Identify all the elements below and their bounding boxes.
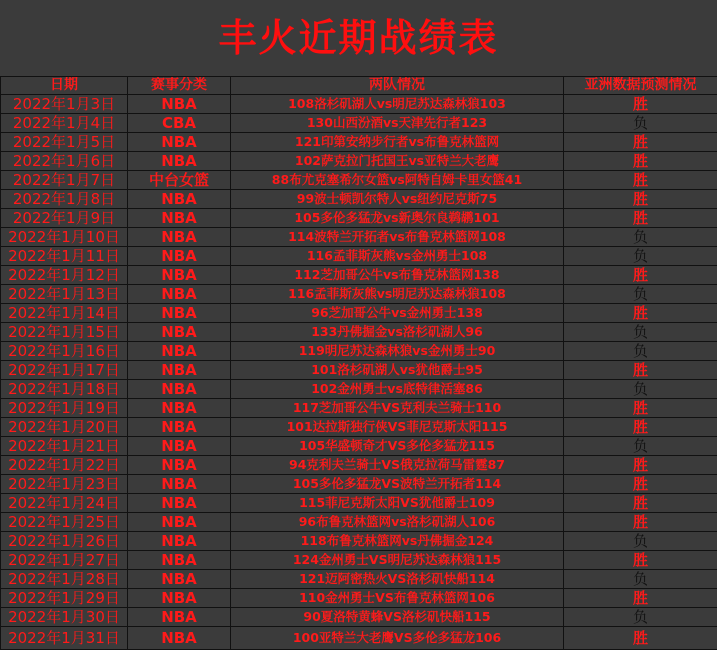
league-cell: NBA xyxy=(128,95,231,114)
table-row xyxy=(1,361,717,380)
league-cell: 中台女篮 xyxy=(128,171,231,190)
date-cell: 2022年1月15日 xyxy=(1,323,128,342)
prediction-cell: 负 xyxy=(564,323,717,342)
league-cell: NBA xyxy=(128,532,231,551)
table-row xyxy=(1,209,717,228)
prediction-cell: 负 xyxy=(564,532,717,551)
date-cell: 2022年1月26日 xyxy=(1,532,128,551)
header-match: 两队情况 xyxy=(231,77,564,95)
table-header-row xyxy=(1,77,717,95)
date-cell: 2022年1月3日 xyxy=(1,95,128,114)
league-cell: NBA xyxy=(128,589,231,608)
prediction-cell: 胜 xyxy=(564,551,717,570)
table-row xyxy=(1,342,717,361)
prediction-cell: 负 xyxy=(564,437,717,456)
table-row xyxy=(1,608,717,627)
prediction-cell: 胜 xyxy=(564,190,717,209)
page-title: 丰火近期战绩表 xyxy=(218,16,499,60)
league-cell: NBA xyxy=(128,399,231,418)
match-cell: 115菲尼克斯太阳VS犹他爵士109 xyxy=(231,494,564,513)
table-row xyxy=(1,228,717,247)
match-cell: 102萨克拉门托国王vs亚特兰大老鹰 xyxy=(231,152,564,171)
date-cell: 2022年1月19日 xyxy=(1,399,128,418)
league-cell: NBA xyxy=(128,323,231,342)
date-cell: 2022年1月11日 xyxy=(1,247,128,266)
date-cell: 2022年1月8日 xyxy=(1,190,128,209)
date-cell: 2022年1月6日 xyxy=(1,152,128,171)
prediction-cell: 胜 xyxy=(564,456,717,475)
table-row xyxy=(1,114,717,133)
match-cell: 110金州勇士VS布鲁克林篮网106 xyxy=(231,589,564,608)
table-row xyxy=(1,456,717,475)
date-cell: 2022年1月25日 xyxy=(1,513,128,532)
match-cell: 133丹佛掘金vs洛杉矶湖人96 xyxy=(231,323,564,342)
match-cell: 121印第安纳步行者vs布鲁克林篮网 xyxy=(231,133,564,152)
date-cell: 2022年1月10日 xyxy=(1,228,128,247)
table-row xyxy=(1,304,717,323)
prediction-cell: 胜 xyxy=(564,513,717,532)
match-cell: 94克利夫兰骑士VS俄克拉荷马雷霆87 xyxy=(231,456,564,475)
match-cell: 124金州勇士VS明尼苏达森林狼115 xyxy=(231,551,564,570)
prediction-cell: 负 xyxy=(564,342,717,361)
league-cell: NBA xyxy=(128,266,231,285)
prediction-cell: 胜 xyxy=(564,361,717,380)
league-cell: NBA xyxy=(128,475,231,494)
league-cell: NBA xyxy=(128,228,231,247)
prediction-cell: 胜 xyxy=(564,494,717,513)
prediction-cell: 胜 xyxy=(564,209,717,228)
table-row xyxy=(1,418,717,437)
date-cell: 2022年1月27日 xyxy=(1,551,128,570)
table-row xyxy=(1,570,717,589)
prediction-cell: 胜 xyxy=(564,589,717,608)
match-cell: 102金州勇士vs底特律活塞86 xyxy=(231,380,564,399)
league-cell: NBA xyxy=(128,285,231,304)
date-cell: 2022年1月22日 xyxy=(1,456,128,475)
league-cell: NBA xyxy=(128,627,231,650)
league-cell: NBA xyxy=(128,361,231,380)
header-prediction: 亚洲数据预测情况 xyxy=(564,77,717,95)
match-cell: 108洛杉矶湖人vs明尼苏达森林狼103 xyxy=(231,95,564,114)
date-cell: 2022年1月9日 xyxy=(1,209,128,228)
league-cell: NBA xyxy=(128,209,231,228)
table-row xyxy=(1,513,717,532)
header-league: 赛事分类 xyxy=(128,77,231,95)
match-cell: 121迈阿密热火VS洛杉矶快船114 xyxy=(231,570,564,589)
date-cell: 2022年1月21日 xyxy=(1,437,128,456)
date-cell: 2022年1月17日 xyxy=(1,361,128,380)
table-row xyxy=(1,380,717,399)
league-cell: NBA xyxy=(128,513,231,532)
prediction-cell: 负 xyxy=(564,228,717,247)
date-cell: 2022年1月30日 xyxy=(1,608,128,627)
league-cell: NBA xyxy=(128,380,231,399)
table-row xyxy=(1,133,717,152)
table-body xyxy=(1,95,717,650)
league-cell: NBA xyxy=(128,190,231,209)
league-cell: NBA xyxy=(128,456,231,475)
league-cell: NBA xyxy=(128,494,231,513)
prediction-cell: 胜 xyxy=(564,399,717,418)
table-row xyxy=(1,494,717,513)
table-row xyxy=(1,627,717,650)
results-table xyxy=(0,76,717,650)
league-cell: NBA xyxy=(128,247,231,266)
league-cell: NBA xyxy=(128,342,231,361)
match-cell: 96芝加哥公牛vs金州勇士138 xyxy=(231,304,564,323)
match-cell: 100亚特兰大老鹰VS多伦多猛龙106 xyxy=(231,627,564,650)
table-row xyxy=(1,399,717,418)
match-cell: 117芝加哥公牛VS克利夫兰骑士110 xyxy=(231,399,564,418)
prediction-cell: 负 xyxy=(564,285,717,304)
prediction-cell: 胜 xyxy=(564,133,717,152)
date-cell: 2022年1月23日 xyxy=(1,475,128,494)
league-cell: NBA xyxy=(128,304,231,323)
match-cell: 99波士顿凯尔特人vs纽约尼克斯75 xyxy=(231,190,564,209)
match-cell: 90夏洛特黄蜂VS洛杉矶快船115 xyxy=(231,608,564,627)
table-row xyxy=(1,589,717,608)
league-cell: NBA xyxy=(128,608,231,627)
date-cell: 2022年1月29日 xyxy=(1,589,128,608)
date-cell: 2022年1月28日 xyxy=(1,570,128,589)
date-cell: 2022年1月18日 xyxy=(1,380,128,399)
prediction-cell: 胜 xyxy=(564,266,717,285)
date-cell: 2022年1月16日 xyxy=(1,342,128,361)
match-cell: 119明尼苏达森林狼vs金州勇士90 xyxy=(231,342,564,361)
date-cell: 2022年1月7日 xyxy=(1,171,128,190)
date-cell: 2022年1月14日 xyxy=(1,304,128,323)
prediction-cell: 负 xyxy=(564,570,717,589)
date-cell: 2022年1月5日 xyxy=(1,133,128,152)
match-cell: 105多伦多猛龙VS波特兰开拓者114 xyxy=(231,475,564,494)
table-row xyxy=(1,285,717,304)
prediction-cell: 负 xyxy=(564,380,717,399)
prediction-cell: 胜 xyxy=(564,304,717,323)
prediction-cell: 负 xyxy=(564,114,717,133)
league-cell: NBA xyxy=(128,418,231,437)
match-cell: 114波特兰开拓者vs布鲁克林篮网108 xyxy=(231,228,564,247)
prediction-cell: 胜 xyxy=(564,171,717,190)
date-cell: 2022年1月13日 xyxy=(1,285,128,304)
match-cell: 101洛杉矶湖人vs犹他爵士95 xyxy=(231,361,564,380)
table-row xyxy=(1,190,717,209)
table-row xyxy=(1,95,717,114)
header-date: 日期 xyxy=(1,77,128,95)
match-cell: 96布鲁克林篮网vs洛杉矶湖人106 xyxy=(231,513,564,532)
date-cell: 2022年1月24日 xyxy=(1,494,128,513)
match-cell: 112芝加哥公牛vs布鲁克林篮网138 xyxy=(231,266,564,285)
league-cell: NBA xyxy=(128,152,231,171)
league-cell: NBA xyxy=(128,133,231,152)
match-cell: 105多伦多猛龙vs新奥尔良鹈鹕101 xyxy=(231,209,564,228)
match-cell: 118布鲁克林篮网vs丹佛掘金124 xyxy=(231,532,564,551)
prediction-cell: 负 xyxy=(564,608,717,627)
prediction-cell: 胜 xyxy=(564,95,717,114)
table-row xyxy=(1,152,717,171)
prediction-cell: 胜 xyxy=(564,475,717,494)
prediction-cell: 胜 xyxy=(564,152,717,171)
date-cell: 2022年1月31日 xyxy=(1,627,128,650)
table-row xyxy=(1,323,717,342)
match-cell: 88布尤克塞希尔女篮vs阿特自姆卡里女篮41 xyxy=(231,171,564,190)
league-cell: NBA xyxy=(128,551,231,570)
match-cell: 116孟菲斯灰熊vs金州勇士108 xyxy=(231,247,564,266)
prediction-cell: 负 xyxy=(564,247,717,266)
table-row xyxy=(1,437,717,456)
table-row xyxy=(1,266,717,285)
league-cell: NBA xyxy=(128,437,231,456)
match-cell: 116孟菲斯灰熊vs明尼苏达森林狼108 xyxy=(231,285,564,304)
table-row xyxy=(1,475,717,494)
date-cell: 2022年1月4日 xyxy=(1,114,128,133)
table-row xyxy=(1,551,717,570)
match-cell: 130山西汾酒vs天津先行者123 xyxy=(231,114,564,133)
date-cell: 2022年1月20日 xyxy=(1,418,128,437)
league-cell: CBA xyxy=(128,114,231,133)
date-cell: 2022年1月12日 xyxy=(1,266,128,285)
table-row xyxy=(1,171,717,190)
prediction-cell: 胜 xyxy=(564,418,717,437)
table-row xyxy=(1,247,717,266)
match-cell: 105华盛顿奇才VS多伦多猛龙115 xyxy=(231,437,564,456)
match-cell: 101达拉斯独行侠VS菲尼克斯太阳115 xyxy=(231,418,564,437)
league-cell: NBA xyxy=(128,570,231,589)
table-row xyxy=(1,532,717,551)
prediction-cell: 胜 xyxy=(564,627,717,650)
